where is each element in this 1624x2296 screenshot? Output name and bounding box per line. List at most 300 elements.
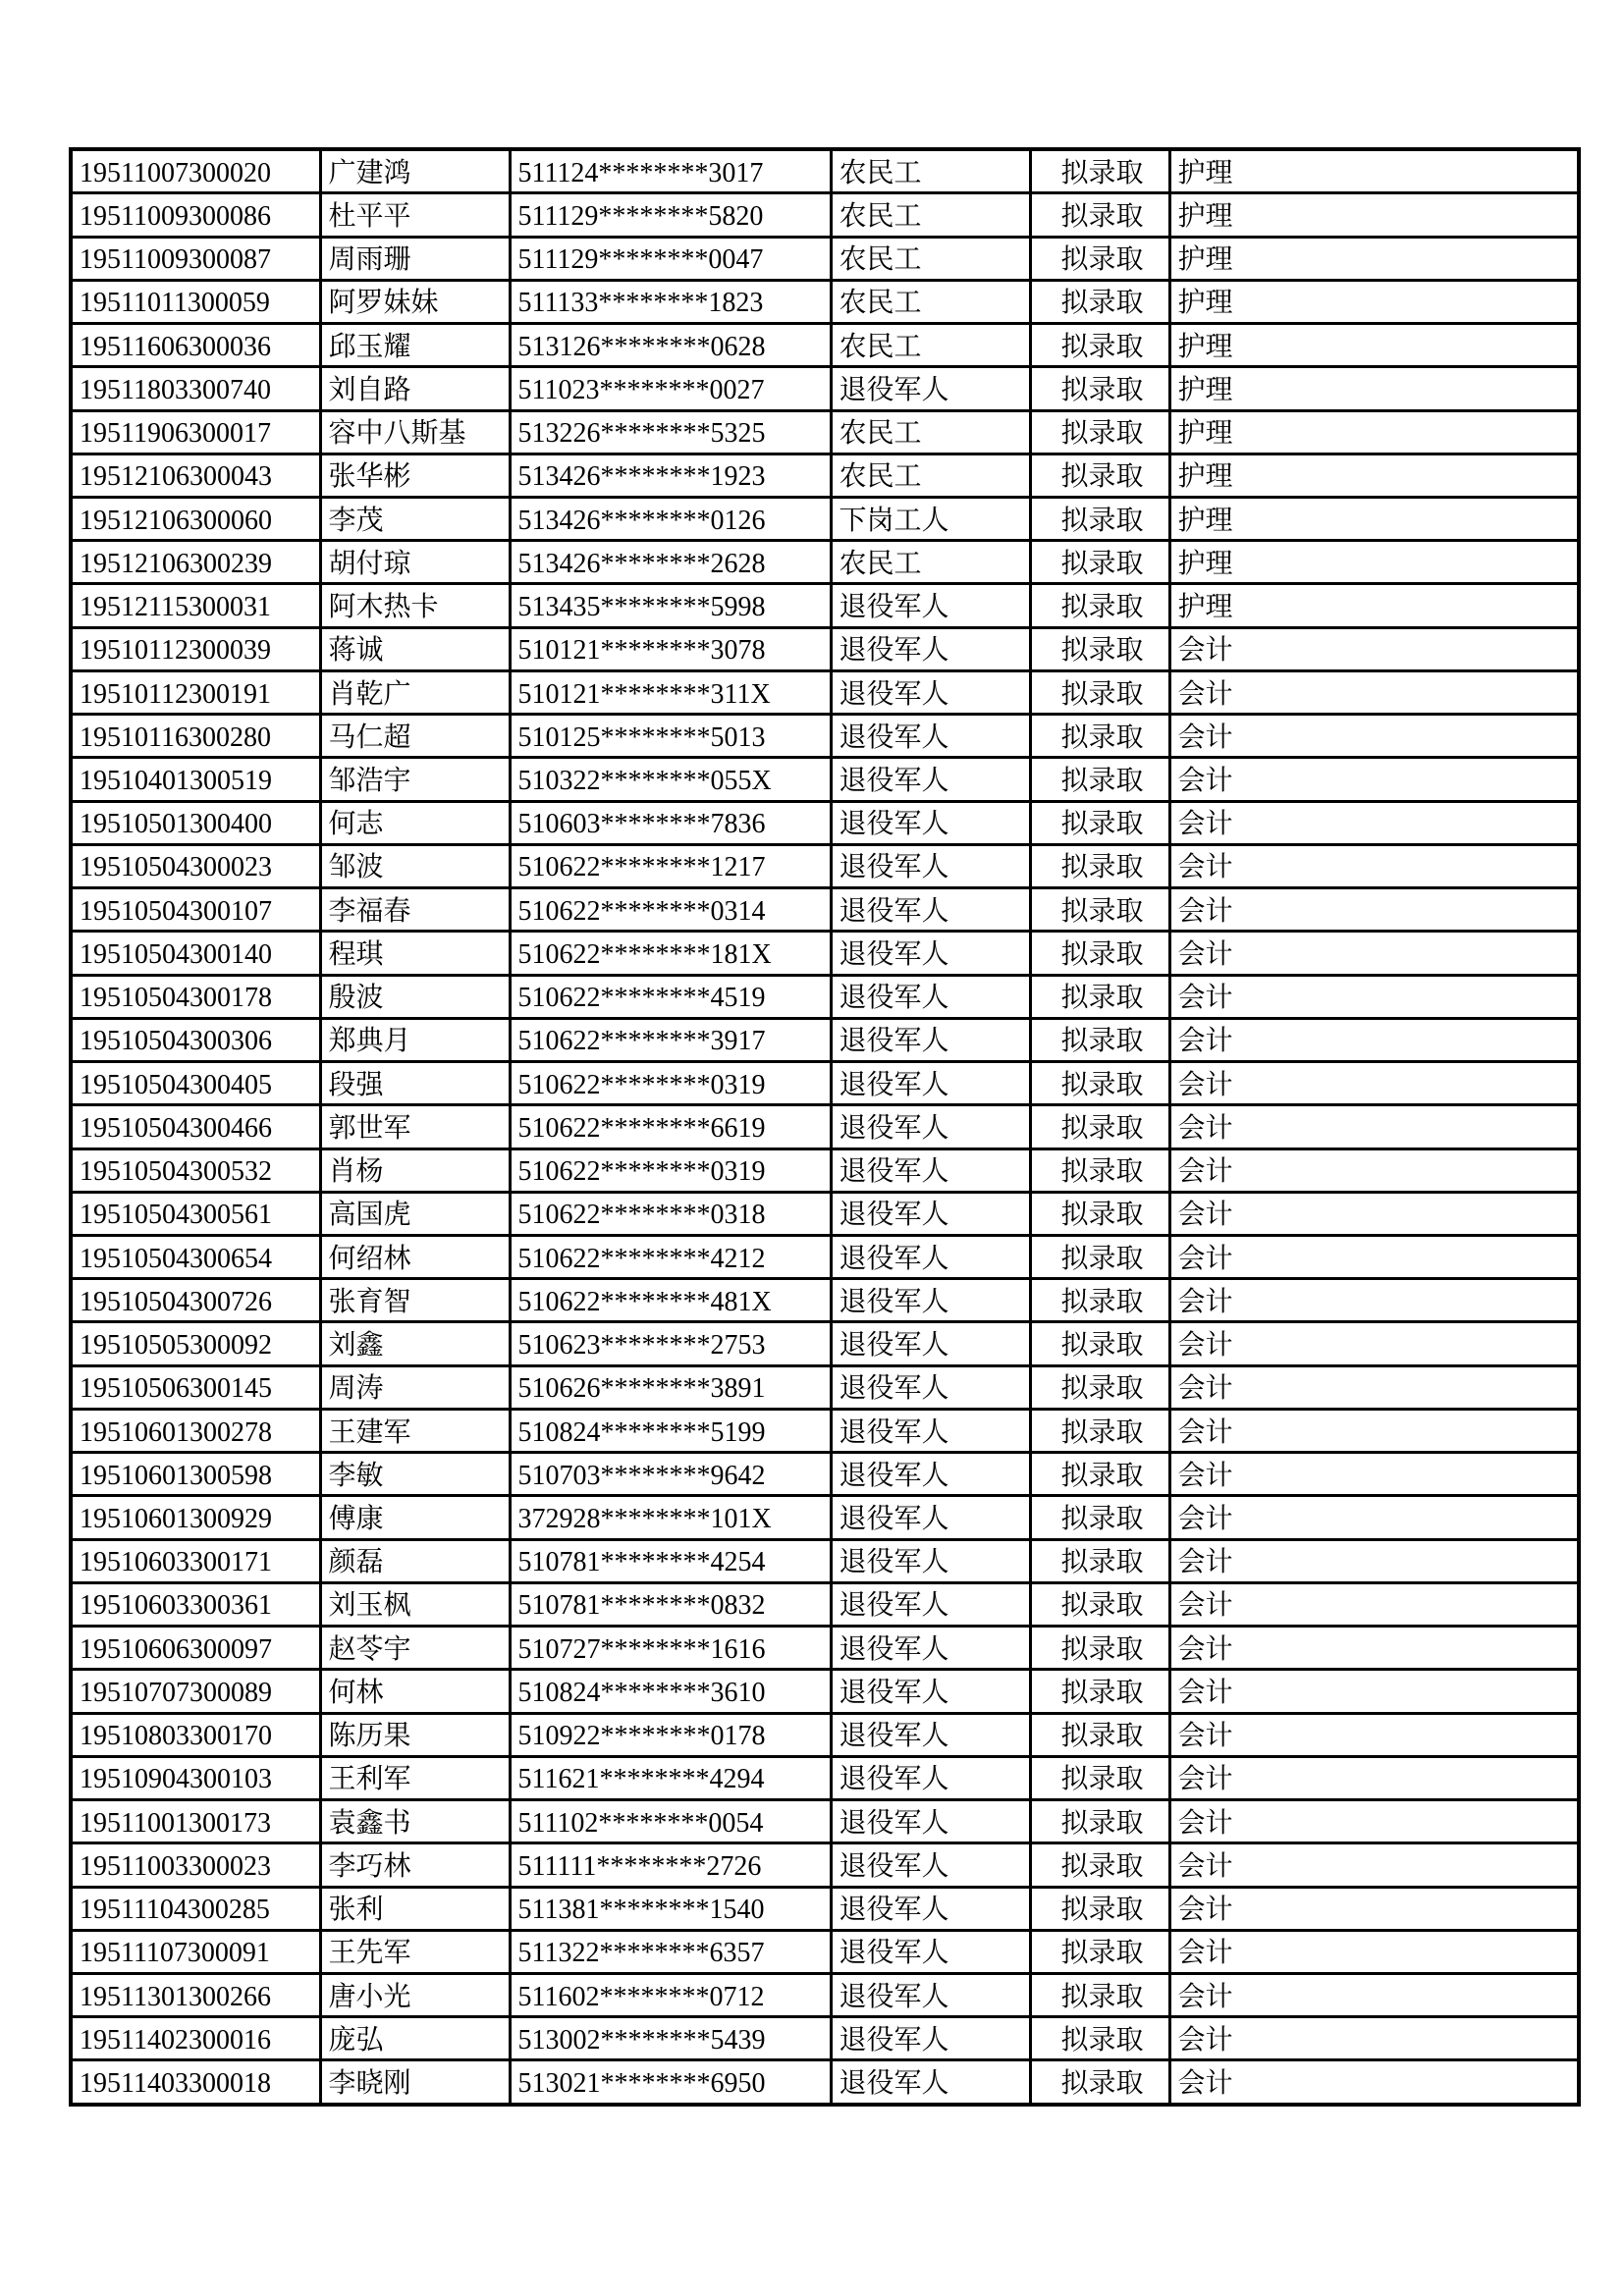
- category-cell: 退役军人: [831, 1930, 1030, 1973]
- major-cell: 护理: [1169, 454, 1579, 497]
- exam-number-cell: 19511009300087: [71, 237, 320, 280]
- exam-number-cell: 19512106300043: [71, 454, 320, 497]
- exam-number-cell: 19510707300089: [71, 1670, 320, 1713]
- major-cell: 会计: [1169, 1409, 1579, 1452]
- exam-number-cell: 19510116300280: [71, 715, 320, 758]
- table-row: [71, 801, 1579, 844]
- table-body: [71, 149, 1579, 2105]
- id-number-cell: 510622********0319: [510, 1062, 831, 1105]
- status-cell: 拟录取: [1030, 1539, 1169, 1582]
- name-cell: 张华彬: [320, 454, 510, 497]
- major-cell: 会计: [1169, 1887, 1579, 1930]
- category-cell: 退役军人: [831, 1670, 1030, 1713]
- id-number-cell: 513226********5325: [510, 410, 831, 454]
- name-cell: 赵苓宇: [320, 1627, 510, 1670]
- status-cell: 拟录取: [1030, 627, 1169, 670]
- exam-number-cell: 19511104300285: [71, 1887, 320, 1930]
- category-cell: 退役军人: [831, 1279, 1030, 1322]
- admission-list-table: [69, 147, 1581, 2107]
- id-number-cell: 511102********0054: [510, 1800, 831, 1843]
- status-cell: 拟录取: [1030, 1453, 1169, 1496]
- major-cell: 会计: [1169, 758, 1579, 801]
- name-cell: 杜平平: [320, 193, 510, 237]
- category-cell: 退役军人: [831, 758, 1030, 801]
- exam-number-cell: 19512106300060: [71, 498, 320, 541]
- table-row: [71, 888, 1579, 932]
- name-cell: 周雨珊: [320, 237, 510, 280]
- table-row: [71, 1279, 1579, 1322]
- exam-number-cell: 19511107300091: [71, 1930, 320, 1973]
- exam-number-cell: 19510603300171: [71, 1539, 320, 1582]
- id-number-cell: 511602********0712: [510, 1973, 831, 2016]
- id-number-cell: 510622********4212: [510, 1235, 831, 1278]
- major-cell: 会计: [1169, 1843, 1579, 1887]
- status-cell: 拟录取: [1030, 1843, 1169, 1887]
- exam-number-cell: 19510504300466: [71, 1105, 320, 1148]
- table-row: [71, 2017, 1579, 2060]
- major-cell: 会计: [1169, 932, 1579, 975]
- category-cell: 退役军人: [831, 1322, 1030, 1365]
- name-cell: 李福春: [320, 888, 510, 932]
- major-cell: 护理: [1169, 367, 1579, 410]
- table-row: [71, 1887, 1579, 1930]
- id-number-cell: 510781********4254: [510, 1539, 831, 1582]
- major-cell: 会计: [1169, 1756, 1579, 1799]
- status-cell: 拟录取: [1030, 1105, 1169, 1148]
- status-cell: 拟录取: [1030, 1322, 1169, 1365]
- status-cell: 拟录取: [1030, 193, 1169, 237]
- status-cell: 拟录取: [1030, 541, 1169, 584]
- name-cell: 袁鑫书: [320, 1800, 510, 1843]
- id-number-cell: 510125********5013: [510, 715, 831, 758]
- exam-number-cell: 19510504300306: [71, 1018, 320, 1061]
- table-row: [71, 1843, 1579, 1887]
- category-cell: 农民工: [831, 149, 1030, 193]
- table-row: [71, 758, 1579, 801]
- status-cell: 拟录取: [1030, 1148, 1169, 1192]
- major-cell: 护理: [1169, 498, 1579, 541]
- table-row: [71, 541, 1579, 584]
- major-cell: 护理: [1169, 324, 1579, 367]
- name-cell: 周涛: [320, 1365, 510, 1409]
- major-cell: 会计: [1169, 1496, 1579, 1539]
- major-cell: 会计: [1169, 1105, 1579, 1148]
- table-row: [71, 584, 1579, 627]
- id-number-cell: 511621********4294: [510, 1756, 831, 1799]
- status-cell: 拟录取: [1030, 454, 1169, 497]
- major-cell: 会计: [1169, 1973, 1579, 2016]
- table-row: [71, 1235, 1579, 1278]
- table-row: [71, 193, 1579, 237]
- major-cell: 护理: [1169, 584, 1579, 627]
- id-number-cell: 510703********9642: [510, 1453, 831, 1496]
- status-cell: 拟录取: [1030, 844, 1169, 887]
- name-cell: 庞弘: [320, 2017, 510, 2060]
- table-row: [71, 1582, 1579, 1626]
- id-number-cell: 510622********0314: [510, 888, 831, 932]
- id-number-cell: 510322********055X: [510, 758, 831, 801]
- name-cell: 邹浩宇: [320, 758, 510, 801]
- id-number-cell: 510121********3078: [510, 627, 831, 670]
- id-number-cell: 511129********5820: [510, 193, 831, 237]
- major-cell: 会计: [1169, 1627, 1579, 1670]
- status-cell: 拟录取: [1030, 584, 1169, 627]
- exam-number-cell: 19510601300929: [71, 1496, 320, 1539]
- category-cell: 退役军人: [831, 975, 1030, 1018]
- name-cell: 李敏: [320, 1453, 510, 1496]
- status-cell: 拟录取: [1030, 1279, 1169, 1322]
- category-cell: 退役军人: [831, 627, 1030, 670]
- category-cell: 农民工: [831, 410, 1030, 454]
- table-row: [71, 715, 1579, 758]
- status-cell: 拟录取: [1030, 2017, 1169, 2060]
- exam-number-cell: 19511906300017: [71, 410, 320, 454]
- major-cell: 会计: [1169, 1800, 1579, 1843]
- name-cell: 陈历果: [320, 1713, 510, 1756]
- exam-number-cell: 19510603300361: [71, 1582, 320, 1626]
- major-cell: 会计: [1169, 888, 1579, 932]
- table-row: [71, 410, 1579, 454]
- status-cell: 拟录取: [1030, 1627, 1169, 1670]
- major-cell: 会计: [1169, 1365, 1579, 1409]
- category-cell: 退役军人: [831, 1496, 1030, 1539]
- name-cell: 刘鑫: [320, 1322, 510, 1365]
- id-number-cell: 510622********6619: [510, 1105, 831, 1148]
- major-cell: 会计: [1169, 1453, 1579, 1496]
- name-cell: 王先军: [320, 1930, 510, 1973]
- name-cell: 邹波: [320, 844, 510, 887]
- name-cell: 容中八斯基: [320, 410, 510, 454]
- id-number-cell: 513021********6950: [510, 2060, 831, 2105]
- status-cell: 拟录取: [1030, 1930, 1169, 1973]
- name-cell: 李茂: [320, 498, 510, 541]
- name-cell: 张育智: [320, 1279, 510, 1322]
- table-row: [71, 1800, 1579, 1843]
- category-cell: 退役军人: [831, 1062, 1030, 1105]
- exam-number-cell: 19510504300178: [71, 975, 320, 1018]
- category-cell: 退役军人: [831, 1453, 1030, 1496]
- status-cell: 拟录取: [1030, 280, 1169, 323]
- exam-number-cell: 19510504300532: [71, 1148, 320, 1192]
- table-row: [71, 1930, 1579, 1973]
- major-cell: 护理: [1169, 280, 1579, 323]
- status-cell: 拟录取: [1030, 1192, 1169, 1235]
- status-cell: 拟录取: [1030, 1887, 1169, 1930]
- category-cell: 退役军人: [831, 888, 1030, 932]
- category-cell: 退役军人: [831, 1843, 1030, 1887]
- id-number-cell: 510622********0318: [510, 1192, 831, 1235]
- status-cell: 拟录取: [1030, 888, 1169, 932]
- id-number-cell: 511322********6357: [510, 1930, 831, 1973]
- status-cell: 拟录取: [1030, 975, 1169, 1018]
- exam-number-cell: 19510504300023: [71, 844, 320, 887]
- status-cell: 拟录取: [1030, 1670, 1169, 1713]
- category-cell: 退役军人: [831, 1539, 1030, 1582]
- table-row: [71, 280, 1579, 323]
- category-cell: 退役军人: [831, 844, 1030, 887]
- name-cell: 郑典月: [320, 1018, 510, 1061]
- status-cell: 拟录取: [1030, 410, 1169, 454]
- name-cell: 程琪: [320, 932, 510, 975]
- exam-number-cell: 19510505300092: [71, 1322, 320, 1365]
- exam-number-cell: 19510601300598: [71, 1453, 320, 1496]
- id-number-cell: 513126********0628: [510, 324, 831, 367]
- category-cell: 退役军人: [831, 1800, 1030, 1843]
- id-number-cell: 510824********5199: [510, 1409, 831, 1452]
- table-row: [71, 1148, 1579, 1192]
- status-cell: 拟录取: [1030, 1800, 1169, 1843]
- exam-number-cell: 19511403300018: [71, 2060, 320, 2105]
- category-cell: 退役军人: [831, 1756, 1030, 1799]
- id-number-cell: 510622********181X: [510, 932, 831, 975]
- status-cell: 拟录取: [1030, 1409, 1169, 1452]
- exam-number-cell: 19512106300239: [71, 541, 320, 584]
- id-number-cell: 510781********0832: [510, 1582, 831, 1626]
- category-cell: 下岗工人: [831, 498, 1030, 541]
- major-cell: 会计: [1169, 1539, 1579, 1582]
- exam-number-cell: 19511001300173: [71, 1800, 320, 1843]
- category-cell: 退役军人: [831, 1365, 1030, 1409]
- major-cell: 会计: [1169, 975, 1579, 1018]
- major-cell: 会计: [1169, 844, 1579, 887]
- status-cell: 拟录取: [1030, 149, 1169, 193]
- id-number-cell: 511023********0027: [510, 367, 831, 410]
- name-cell: 刘玉枫: [320, 1582, 510, 1626]
- major-cell: 会计: [1169, 1582, 1579, 1626]
- major-cell: 会计: [1169, 627, 1579, 670]
- status-cell: 拟录取: [1030, 1973, 1169, 2016]
- category-cell: 退役军人: [831, 1973, 1030, 2016]
- major-cell: 会计: [1169, 1148, 1579, 1192]
- id-number-cell: 510622********0319: [510, 1148, 831, 1192]
- name-cell: 蒋诚: [320, 627, 510, 670]
- name-cell: 李巧林: [320, 1843, 510, 1887]
- status-cell: 拟录取: [1030, 1062, 1169, 1105]
- status-cell: 拟录取: [1030, 1713, 1169, 1756]
- name-cell: 肖杨: [320, 1148, 510, 1192]
- id-number-cell: 510727********1616: [510, 1627, 831, 1670]
- major-cell: 会计: [1169, 1713, 1579, 1756]
- exam-number-cell: 19511606300036: [71, 324, 320, 367]
- table-row: [71, 1322, 1579, 1365]
- major-cell: 会计: [1169, 1018, 1579, 1061]
- id-number-cell: 510622********1217: [510, 844, 831, 887]
- status-cell: 拟录取: [1030, 498, 1169, 541]
- table-row: [71, 2060, 1579, 2105]
- category-cell: 退役军人: [831, 1192, 1030, 1235]
- table-row: [71, 454, 1579, 497]
- exam-number-cell: 19511007300020: [71, 149, 320, 193]
- id-number-cell: 513426********2628: [510, 541, 831, 584]
- category-cell: 退役军人: [831, 1582, 1030, 1626]
- category-cell: 退役军人: [831, 367, 1030, 410]
- exam-number-cell: 19510504300405: [71, 1062, 320, 1105]
- exam-number-cell: 19510803300170: [71, 1713, 320, 1756]
- status-cell: 拟录取: [1030, 237, 1169, 280]
- category-cell: 退役军人: [831, 1713, 1030, 1756]
- exam-number-cell: 19510112300191: [71, 670, 320, 714]
- id-number-cell: 513002********5439: [510, 2017, 831, 2060]
- major-cell: 会计: [1169, 1930, 1579, 1973]
- id-number-cell: 511133********1823: [510, 280, 831, 323]
- major-cell: 护理: [1169, 237, 1579, 280]
- status-cell: 拟录取: [1030, 670, 1169, 714]
- category-cell: 退役军人: [831, 1627, 1030, 1670]
- name-cell: 颜磊: [320, 1539, 510, 1582]
- exam-number-cell: 19510501300400: [71, 801, 320, 844]
- name-cell: 段强: [320, 1062, 510, 1105]
- id-number-cell: 510622********3917: [510, 1018, 831, 1061]
- name-cell: 阿罗妹妹: [320, 280, 510, 323]
- table-row: [71, 627, 1579, 670]
- major-cell: 会计: [1169, 1062, 1579, 1105]
- name-cell: 殷波: [320, 975, 510, 1018]
- status-cell: 拟录取: [1030, 1235, 1169, 1278]
- major-cell: 护理: [1169, 149, 1579, 193]
- exam-number-cell: 19511011300059: [71, 280, 320, 323]
- status-cell: 拟录取: [1030, 932, 1169, 975]
- id-number-cell: 510121********311X: [510, 670, 831, 714]
- name-cell: 阿木热卡: [320, 584, 510, 627]
- category-cell: 农民工: [831, 454, 1030, 497]
- name-cell: 肖乾广: [320, 670, 510, 714]
- id-number-cell: 511381********1540: [510, 1887, 831, 1930]
- table-row: [71, 1062, 1579, 1105]
- status-cell: 拟录取: [1030, 1496, 1169, 1539]
- id-number-cell: 510622********481X: [510, 1279, 831, 1322]
- table-row: [71, 1018, 1579, 1061]
- exam-number-cell: 19511803300740: [71, 367, 320, 410]
- id-number-cell: 511111********2726: [510, 1843, 831, 1887]
- major-cell: 会计: [1169, 1322, 1579, 1365]
- category-cell: 退役军人: [831, 2017, 1030, 2060]
- name-cell: 胡付琼: [320, 541, 510, 584]
- id-number-cell: 513435********5998: [510, 584, 831, 627]
- table-row: [71, 324, 1579, 367]
- status-cell: 拟录取: [1030, 2060, 1169, 2105]
- major-cell: 会计: [1169, 2017, 1579, 2060]
- status-cell: 拟录取: [1030, 1365, 1169, 1409]
- category-cell: 农民工: [831, 237, 1030, 280]
- name-cell: 高国虎: [320, 1192, 510, 1235]
- id-number-cell: 510626********3891: [510, 1365, 831, 1409]
- name-cell: 郭世军: [320, 1105, 510, 1148]
- name-cell: 何志: [320, 801, 510, 844]
- category-cell: 农民工: [831, 324, 1030, 367]
- exam-number-cell: 19510504300726: [71, 1279, 320, 1322]
- status-cell: 拟录取: [1030, 1018, 1169, 1061]
- table-row: [71, 1496, 1579, 1539]
- table-row: [71, 1409, 1579, 1452]
- name-cell: 何林: [320, 1670, 510, 1713]
- name-cell: 唐小光: [320, 1973, 510, 2016]
- major-cell: 会计: [1169, 1279, 1579, 1322]
- name-cell: 王利军: [320, 1756, 510, 1799]
- category-cell: 农民工: [831, 541, 1030, 584]
- major-cell: 护理: [1169, 541, 1579, 584]
- exam-number-cell: 19510504300561: [71, 1192, 320, 1235]
- name-cell: 李晓刚: [320, 2060, 510, 2105]
- table-row: [71, 149, 1579, 193]
- category-cell: 退役军人: [831, 1887, 1030, 1930]
- id-number-cell: 513426********0126: [510, 498, 831, 541]
- exam-number-cell: 19512115300031: [71, 584, 320, 627]
- status-cell: 拟录取: [1030, 758, 1169, 801]
- category-cell: 退役军人: [831, 2060, 1030, 2105]
- table-row: [71, 498, 1579, 541]
- category-cell: 退役军人: [831, 1105, 1030, 1148]
- exam-number-cell: 19510601300278: [71, 1409, 320, 1452]
- table-row: [71, 1670, 1579, 1713]
- major-cell: 会计: [1169, 1235, 1579, 1278]
- major-cell: 会计: [1169, 2060, 1579, 2105]
- table-row: [71, 1453, 1579, 1496]
- status-cell: 拟录取: [1030, 1756, 1169, 1799]
- id-number-cell: 372928********101X: [510, 1496, 831, 1539]
- category-cell: 退役军人: [831, 584, 1030, 627]
- exam-number-cell: 19510904300103: [71, 1756, 320, 1799]
- category-cell: 退役军人: [831, 1409, 1030, 1452]
- exam-number-cell: 19511301300266: [71, 1973, 320, 2016]
- major-cell: 护理: [1169, 193, 1579, 237]
- name-cell: 邱玉耀: [320, 324, 510, 367]
- id-number-cell: 510603********7836: [510, 801, 831, 844]
- exam-number-cell: 19510112300039: [71, 627, 320, 670]
- exam-number-cell: 19510506300145: [71, 1365, 320, 1409]
- status-cell: 拟录取: [1030, 324, 1169, 367]
- name-cell: 广建鸿: [320, 149, 510, 193]
- id-number-cell: 510824********3610: [510, 1670, 831, 1713]
- table-row: [71, 1192, 1579, 1235]
- exam-number-cell: 19510504300654: [71, 1235, 320, 1278]
- category-cell: 退役军人: [831, 715, 1030, 758]
- name-cell: 马仁超: [320, 715, 510, 758]
- category-cell: 退役军人: [831, 1148, 1030, 1192]
- category-cell: 退役军人: [831, 801, 1030, 844]
- category-cell: 农民工: [831, 193, 1030, 237]
- major-cell: 会计: [1169, 1192, 1579, 1235]
- table-row: [71, 1973, 1579, 2016]
- status-cell: 拟录取: [1030, 367, 1169, 410]
- category-cell: 退役军人: [831, 670, 1030, 714]
- status-cell: 拟录取: [1030, 715, 1169, 758]
- category-cell: 退役军人: [831, 1235, 1030, 1278]
- id-number-cell: 510623********2753: [510, 1322, 831, 1365]
- major-cell: 会计: [1169, 1670, 1579, 1713]
- table-row: [71, 670, 1579, 714]
- exam-number-cell: 19510504300107: [71, 888, 320, 932]
- id-number-cell: 510922********0178: [510, 1713, 831, 1756]
- name-cell: 张利: [320, 1887, 510, 1930]
- id-number-cell: 510622********4519: [510, 975, 831, 1018]
- table-row: [71, 975, 1579, 1018]
- exam-number-cell: 19511009300086: [71, 193, 320, 237]
- category-cell: 退役军人: [831, 1018, 1030, 1061]
- exam-number-cell: 19510401300519: [71, 758, 320, 801]
- table-row: [71, 1627, 1579, 1670]
- category-cell: 农民工: [831, 280, 1030, 323]
- category-cell: 退役军人: [831, 932, 1030, 975]
- table-row: [71, 1713, 1579, 1756]
- exam-number-cell: 19510606300097: [71, 1627, 320, 1670]
- major-cell: 会计: [1169, 801, 1579, 844]
- id-number-cell: 513426********1923: [510, 454, 831, 497]
- name-cell: 刘自路: [320, 367, 510, 410]
- table-row: [71, 1365, 1579, 1409]
- table-row: [71, 367, 1579, 410]
- major-cell: 会计: [1169, 670, 1579, 714]
- exam-number-cell: 19511402300016: [71, 2017, 320, 2060]
